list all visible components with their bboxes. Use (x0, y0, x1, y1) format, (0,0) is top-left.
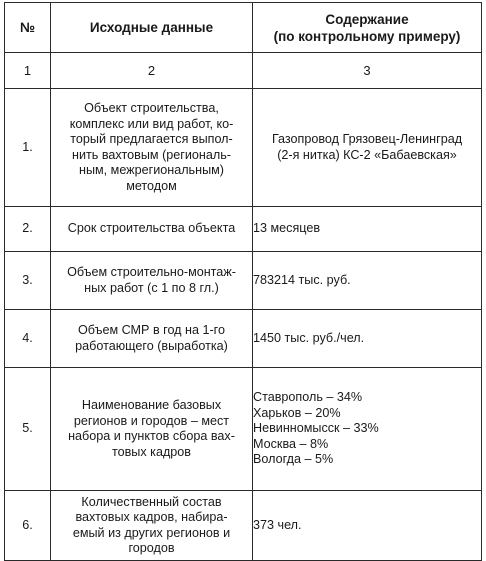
source-line: вахтовых кадров, набира- (75, 510, 228, 524)
row-value-cell (253, 368, 482, 491)
row-source-cell (51, 310, 253, 368)
row-source-cell (51, 207, 253, 252)
header-content-title: Содержание (325, 11, 409, 27)
value-line: 783214 тыс. руб. (253, 272, 351, 287)
value-line: 373 чел. (253, 517, 302, 532)
source-line: Объем СМР в год на 1-го (77, 323, 226, 337)
source-line: методом (126, 178, 177, 193)
value-line: Невинномысск – 33% (253, 421, 379, 436)
source-line: комплекс или вид работ, ко- (69, 116, 234, 131)
value-line: 1450 тыс. руб./чел. (253, 330, 365, 345)
table-row (5, 491, 482, 561)
value-line: 13 месяцев (253, 221, 321, 236)
value-line: (2-я нитка) КС-2 «Бабаевская» (277, 147, 457, 162)
value-line: Ставрополь – 34% (253, 390, 363, 405)
column-index-2: 2 (51, 53, 253, 89)
value-line: Вологда – 5% (253, 452, 334, 467)
value-line: Харьков – 20% (253, 405, 341, 420)
table-row (5, 89, 482, 207)
value-line: Газопровод Грязовец-Ленинград (271, 132, 463, 146)
row-source-cell (51, 491, 253, 561)
source-line: набора и пунктов сбора вах- (68, 429, 235, 443)
table-row (5, 310, 482, 368)
source-data-table (4, 2, 482, 561)
row-number: 6. (5, 491, 51, 561)
source-line: емый из других регионов и (72, 525, 231, 540)
table-row (5, 207, 482, 252)
source-line: регионов и городов – мест (73, 413, 230, 428)
table-row (5, 368, 482, 491)
column-index-1: 1 (5, 53, 51, 89)
column-index-row (5, 53, 482, 89)
source-line: товых кадров (111, 444, 191, 459)
source-line: ных работ (с 1 по 8 гл.) (84, 280, 219, 295)
value-line: Москва – 8% (253, 436, 329, 451)
header-number: № (5, 3, 51, 53)
row-value-cell (253, 89, 482, 207)
column-index-3: 3 (253, 53, 482, 89)
source-line: Срок строительства объекта (67, 221, 236, 236)
source-line: торый предлагается выпол- (70, 132, 233, 146)
row-number: 1. (5, 89, 51, 207)
row-number: 2. (5, 207, 51, 252)
source-line: Объем строительно-монтаж- (67, 265, 236, 279)
header-content-subtitle: (по контрольному примеру) (273, 28, 461, 44)
header-source-data: Исходные данные (51, 3, 253, 53)
row-source-cell (51, 368, 253, 491)
row-number: 4. (5, 310, 51, 368)
source-line: Объект строительства, (84, 101, 219, 115)
row-number: 5. (5, 368, 51, 491)
row-value-cell (253, 207, 482, 252)
header-content (253, 3, 482, 53)
row-number: 3. (5, 252, 51, 310)
row-value-cell (253, 491, 482, 561)
source-line: работающего (выработка) (75, 338, 228, 353)
row-source-cell (51, 89, 253, 207)
table-row (5, 252, 482, 310)
row-value-cell (253, 252, 482, 310)
table-header-row (5, 3, 482, 53)
source-line: ным, межрегиональным) (79, 163, 224, 177)
source-line: Наименование базовых (81, 398, 222, 412)
source-line: нить вахтовым (региональ- (72, 147, 231, 162)
source-line: Количественный состав (81, 494, 222, 509)
row-source-cell (51, 252, 253, 310)
row-value-cell (253, 310, 482, 368)
source-line: городов (128, 541, 175, 555)
